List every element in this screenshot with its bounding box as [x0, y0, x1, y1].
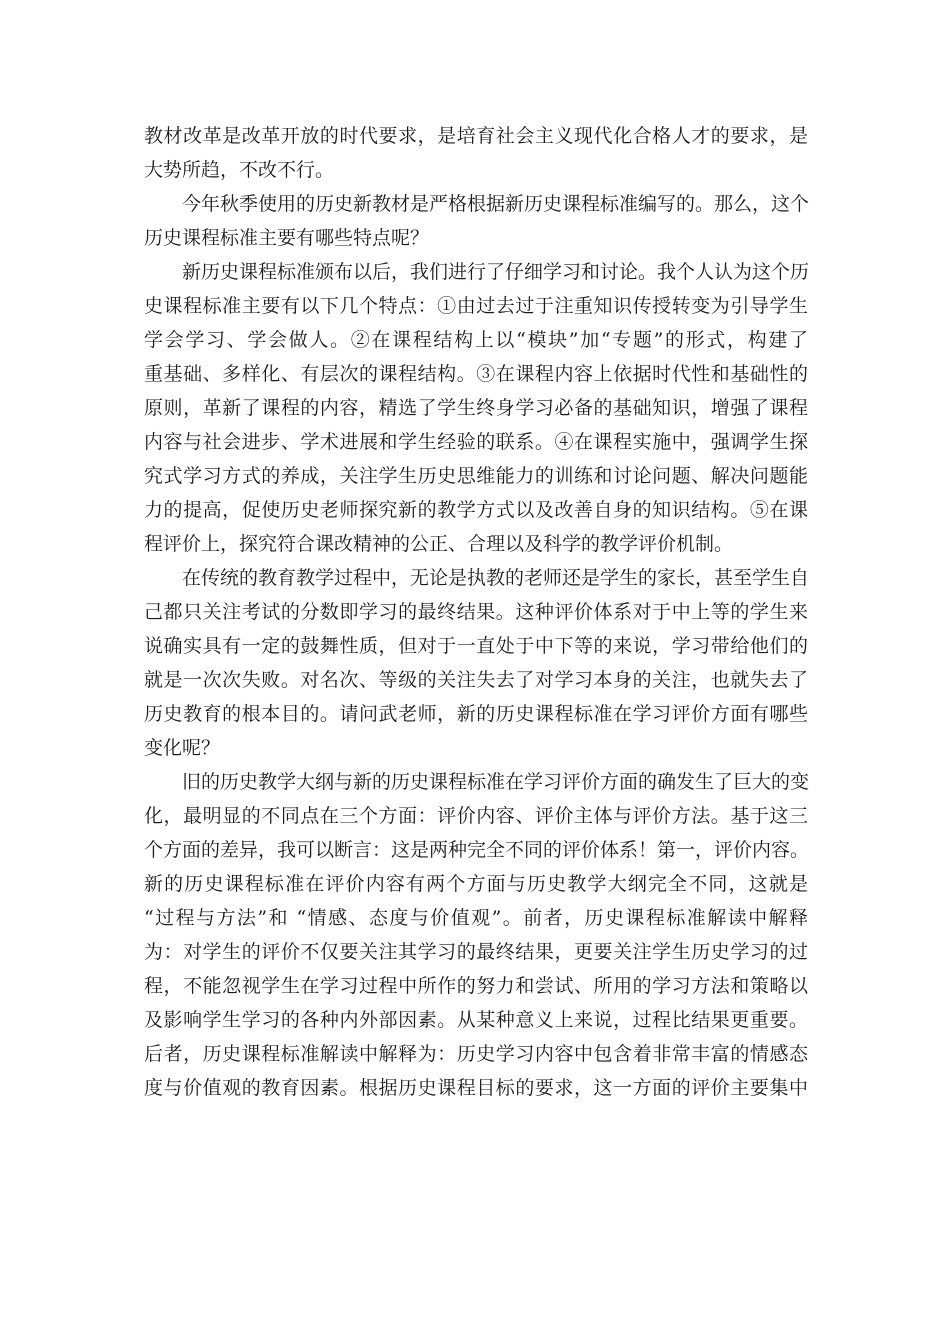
- text-line: 旧的历史教学大纲与新的历史课程标准在学习评价方面的确发生了巨大的变: [182, 771, 810, 793]
- text-line: 变化呢？: [144, 737, 221, 759]
- text-line: 程评价上，探究符合课改精神的公正、合理以及科学的教学评价机制。: [144, 533, 734, 555]
- text-line: 史课程标准主要有以下几个特点：①由过去过于注重知识传授转变为引导学生: [144, 295, 808, 317]
- text-line: “过程与方法”和 “情感、态度与价值观”。前者，历史课程标准解读中解释: [144, 907, 808, 929]
- text-line: 重基础、多样化、有层次的课程结构。③在课程内容上依据时代性和基础性的: [144, 363, 808, 385]
- text-line: 力的提高，促使历史老师探究新的教学方式以及改善自身的知识结构。⑤在课: [144, 499, 808, 521]
- text-line: 历史教育的根本目的。请问武老师，新的历史课程标准在学习评价方面有哪些: [144, 703, 808, 725]
- text-line: 历史课程标准主要有哪些特点呢？: [144, 227, 430, 249]
- document-body: [144, 119, 808, 1105]
- text-line: 为：对学生的评价不仅要关注其学习的最终结果，更要关注学生历史学习的过: [144, 941, 808, 963]
- text-line: 个方面的差异，我可以断言：这是两种完全不同的评价体系！第一，评价内容。: [144, 839, 810, 861]
- text-line: 后者，历史课程标准解读中解释为：历史学习内容中包含着非常丰富的情感态: [144, 1043, 808, 1065]
- text-line: 原则，革新了课程的内容，精选了学生终身学习必备的基础知识，增强了课程: [144, 397, 808, 419]
- text-line: 大势所趋，不改不行。: [144, 159, 335, 181]
- text-line: 究式学习方式的养成，关注学生历史思维能力的训练和讨论问题、解决问题能: [144, 465, 808, 487]
- text-line: 就是一次次失败。对名次、等级的关注失去了对学习本身的关注，也就失去了: [144, 669, 808, 691]
- text-line: 度与价值观的教育因素。根据历史课程目标的要求，这一方面的评价主要集中: [144, 1077, 808, 1099]
- text-line: 程，不能忽视学生在学习过程中所作的努力和尝试、所用的学习方法和策略以: [144, 975, 808, 997]
- text-line: 化，最明显的不同点在三个方面：评价内容、评价主体与评价方法。基于这三: [144, 805, 808, 827]
- text-line: 在传统的教育教学过程中，无论是执教的老师还是学生的家长，甚至学生自: [182, 567, 810, 589]
- text-line: 新历史课程标准颁布以后，我们进行了仔细学习和讨论。我个人认为这个历: [182, 261, 810, 283]
- text-line: 新的历史课程标准在评价内容有两个方面与历史教学大纲完全不同，这就是: [144, 873, 808, 895]
- text-line: 学会学习、学会做人。②在课程结构上以“模块”加“专题”的形式，构建了: [144, 329, 808, 351]
- text-line: 及影响学生学习的各种内外部因素。从某种意义上来说，过程比结果更重要。: [144, 1009, 808, 1031]
- text-line: 教材改革是改革开放的时代要求，是培育社会主义现代化合格人才的要求，是: [144, 125, 808, 147]
- text-line: 己都只关注考试的分数即学习的最终结果。这种评价体系对于中上等的学生来: [144, 601, 808, 623]
- text-line: 今年秋季使用的历史新教材是严格根据新历史课程标准编写的。那么，这个: [182, 193, 810, 215]
- text-line: 说确实具有一定的鼓舞性质，但对于一直处于中下等的来说，学习带给他们的: [144, 635, 808, 657]
- text-line: 内容与社会进步、学术进展和学生经验的联系。④在课程实施中，强调学生探: [144, 431, 808, 453]
